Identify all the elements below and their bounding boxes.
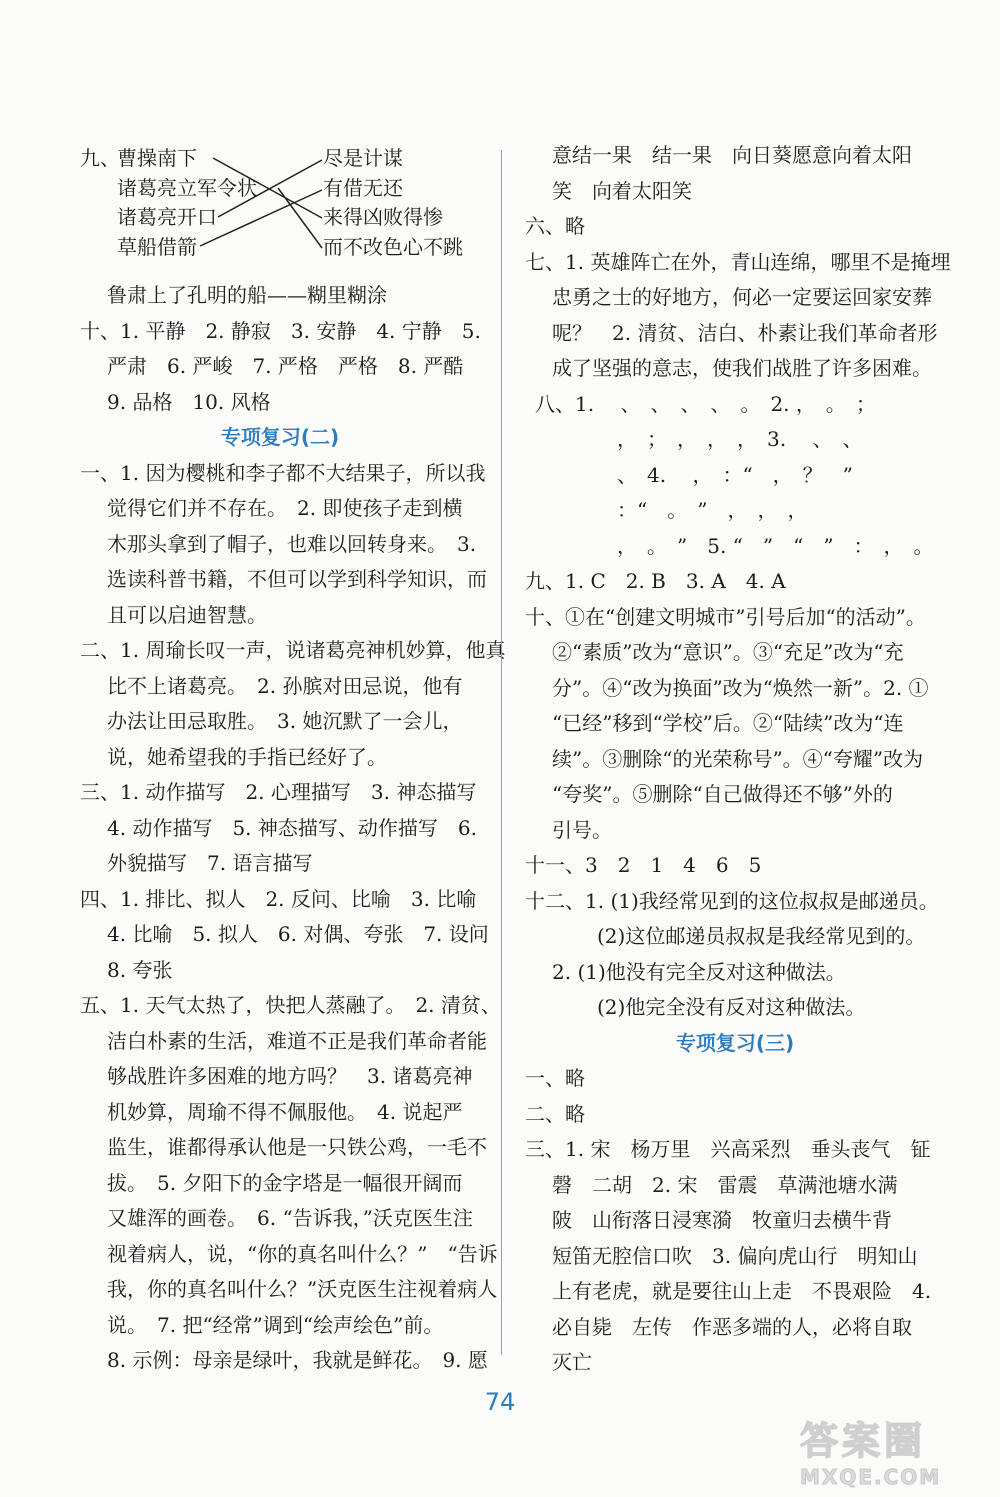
answer-line: 说，她希望我的手指已经好了。 xyxy=(107,744,387,769)
answer-line: 选读科普书籍，不但可以学到科学知识，而 xyxy=(107,567,487,591)
answer-line: 四、1. 排比、拟人 2. 反问、比喻 3. 比喻 xyxy=(80,886,477,911)
page-number: 74 xyxy=(484,1388,516,1416)
answer-line: 分”。④“改为换面”改为“焕然一新”。2. ① xyxy=(552,675,929,700)
answer-line: 比不上诸葛亮。 2. 孙膑对田忌说，他有 xyxy=(107,673,463,698)
answer-line: 七、1. 英雄阵亡在外，青山连绵，哪里不是掩埋 xyxy=(525,249,951,274)
answer-line: 一、1. 因为樱桃和李子都不大结果子，所以我 xyxy=(80,460,486,485)
match-left-item: 诸葛亮开口 xyxy=(117,205,217,229)
answer-line: 木那头拿到了帽子，也难以回转身来。 3. xyxy=(107,531,477,556)
answer-line: 监生，谁都得承认他是一只铁公鸡，一毛不 xyxy=(107,1135,487,1159)
watermark-title: 答案圈 xyxy=(800,1419,927,1463)
answer-line: (2)这位邮递员叔叔是我经常见到的。 xyxy=(597,924,926,948)
match-line xyxy=(200,190,322,246)
answer-line: 三、1. 宋 杨万里 兴高采烈 垂头丧气 钲 xyxy=(525,1137,931,1161)
answer-line: 9. 品格 10. 风格 xyxy=(107,389,271,414)
answer-line: 严肃 6. 严峻 7. 严格 严格 8. 严酷 xyxy=(107,354,464,378)
matching-lines xyxy=(80,138,480,278)
answer-line: 短笛无腔信口吹 3. 偏向虎山行 明知山 xyxy=(552,1243,918,1268)
answer-line: 三、1. 动作描写 2. 心理描写 3. 神态描写 xyxy=(80,780,477,804)
watermark-logo xyxy=(800,1410,990,1490)
answer-line: 成了坚强的意志，使我们战胜了许多困难。 xyxy=(552,356,932,380)
section-title: 专项复习(二) xyxy=(220,425,340,449)
match-left-item: 诸葛亮立军令状 xyxy=(117,176,257,200)
answer-line: 五、1. 天气太热了，快把人蒸融了。 2. 清贫、 xyxy=(80,993,501,1017)
punctuation-line: ：“ 。 ” ， ， ， xyxy=(597,498,808,522)
answer-line: 一、略 xyxy=(525,1066,585,1090)
punctuation-line: ， ； ， ， ， 3. 、 、 xyxy=(597,427,863,451)
answer-line: 又雄浑的画卷。 6. “告诉我，”沃克医生注 xyxy=(107,1206,473,1230)
match-right-item: 而不改色心不跳 xyxy=(323,235,463,259)
punctuation-line: 八、1. 、 、 、 、 。 2. ， 。 ； xyxy=(535,391,876,416)
answer-line: 十二、1. (1)我经常见到的这位叔叔是邮递员。 xyxy=(525,888,939,913)
watermark-url: MXQE.COM xyxy=(800,1465,942,1489)
answer-line: 8. 夸张 xyxy=(107,957,173,982)
answer-line: 够战胜许多困难的地方吗？ 3. 诸葛亮神 xyxy=(107,1064,473,1088)
left-column xyxy=(80,138,506,1379)
answer-line: 灭亡 xyxy=(552,1350,592,1374)
answer-line: 十、1. 平静 2. 静寂 3. 安静 4. 宁静 5. xyxy=(80,318,481,343)
answer-line: 六、略 xyxy=(525,214,585,238)
punctuation-line: ， 。 ” 5. “ ” “ ” ： ， 。 xyxy=(597,533,934,558)
answer-line: 呢？ 2. 清贫、洁白、朴素让我们革命者形 xyxy=(552,320,938,345)
matching-exercise xyxy=(80,138,480,278)
answer-line: 陂 山衔落日浸寒漪 牧童归去横牛背 xyxy=(552,1208,892,1232)
match-right-item: 有借无还 xyxy=(323,176,403,200)
match-line xyxy=(278,188,322,248)
match-right-item: 尽是计谋 xyxy=(323,146,403,170)
answer-line: 十一、3 2 1 4 6 5 xyxy=(525,853,762,877)
matching-prefix: 九、 xyxy=(80,146,120,170)
answer-line: 意结一果 结一果 向日葵愿意向着太阳 xyxy=(552,143,912,167)
answer-line: 九、1. C 2. B 3. A 4. A xyxy=(525,569,786,593)
answer-line: 觉得它们并不存在。 2. 即使孩子走到横 xyxy=(107,496,463,520)
answer-line: 磬 二胡 2. 宋 雷震 草满池塘水满 xyxy=(552,1172,898,1197)
answer-line: 十、①在“创建文明城市”引号后加“的活动”。 xyxy=(525,604,926,629)
match-right-item: 来得凶败得惨 xyxy=(323,205,443,229)
answer-line: 说。 7. 把“经常”调到“绘声绘色”前。 xyxy=(107,1312,444,1337)
match-left-item: 鲁肃上了孔明的船 xyxy=(107,283,267,307)
answer-line: 必自毙 左传 作恶多端的人，必将自取 xyxy=(552,1314,912,1339)
answer-line: 机妙算，周瑜不得不佩服他。 4. 说起严 xyxy=(107,1099,463,1124)
answer-line: 2. (1)他没有完全反对这种做法。 xyxy=(552,959,846,984)
answer-line: 洁白朴素的生活，难道不正是我们革命者能 xyxy=(107,1028,487,1053)
match-connector: —— xyxy=(267,283,307,307)
answer-line: 拔。 5. 夕阳下的金字塔是一幅很开阔而 xyxy=(107,1170,463,1195)
answer-line: 引号。 xyxy=(552,817,612,842)
answer-line: 4. 动作描写 5. 神态描写、动作描写 6. xyxy=(107,815,477,840)
answer-line: (2)他完全没有反对这种做法。 xyxy=(597,995,866,1019)
match-last-row xyxy=(80,278,480,314)
answer-line: “夸奖”。⑤删除“自己做得还不够”外的 xyxy=(552,782,893,806)
answer-line: 忠勇之士的好地方，何必一定要运回家安葬 xyxy=(552,285,932,309)
answer-line: 二、1. 周瑜长叹一声，说诸葛亮神机妙算，他真 xyxy=(80,638,506,662)
section-title: 专项复习(三) xyxy=(675,1030,795,1055)
answer-line: 8. 示例：母亲是绿叶，我就是鲜花。 9. 愿 xyxy=(107,1348,488,1372)
match-left-item: 曹操南下 xyxy=(117,146,197,170)
match-right-item: 糊里糊涂 xyxy=(307,283,387,307)
match-left-item: 草船借箭 xyxy=(117,235,197,259)
answer-line: 续”。③删除“的光荣称号”。④“夸耀”改为 xyxy=(552,746,924,771)
answer-line: 外貌描写 7. 语言描写 xyxy=(107,851,313,875)
answer-line: ②“素质”改为“意识”。③“充足”改为“充 xyxy=(552,640,904,664)
answer-line: 我，你的真名叫什么？”沃克医生注视着病人 xyxy=(107,1277,498,1301)
answer-line: 办法让田忌取胜。 3. 她沉默了一会儿， xyxy=(107,709,463,733)
match-line xyxy=(213,158,322,218)
right-column xyxy=(525,138,951,1381)
answer-line: 且可以启迪智慧。 xyxy=(107,602,267,627)
answer-line: 上有老虎，就是要往山上走 不畏艰险 4. xyxy=(552,1279,932,1303)
column-divider xyxy=(501,150,502,1355)
answer-line: 二、略 xyxy=(525,1101,585,1126)
answer-line: 4. 比喻 5. 拟人 6. 对偶、夸张 7. 设问 xyxy=(107,922,489,946)
answer-line: 笑 向着太阳笑 xyxy=(552,178,692,203)
answer-line: “已经”移到“学校”后。②“陆续”改为“连 xyxy=(552,711,904,735)
answer-line: 视着病人，说，“你的真名叫什么？” “告诉 xyxy=(107,1241,498,1266)
punctuation-line: 、 4. ， ：“ ， ？ ” xyxy=(597,462,853,487)
